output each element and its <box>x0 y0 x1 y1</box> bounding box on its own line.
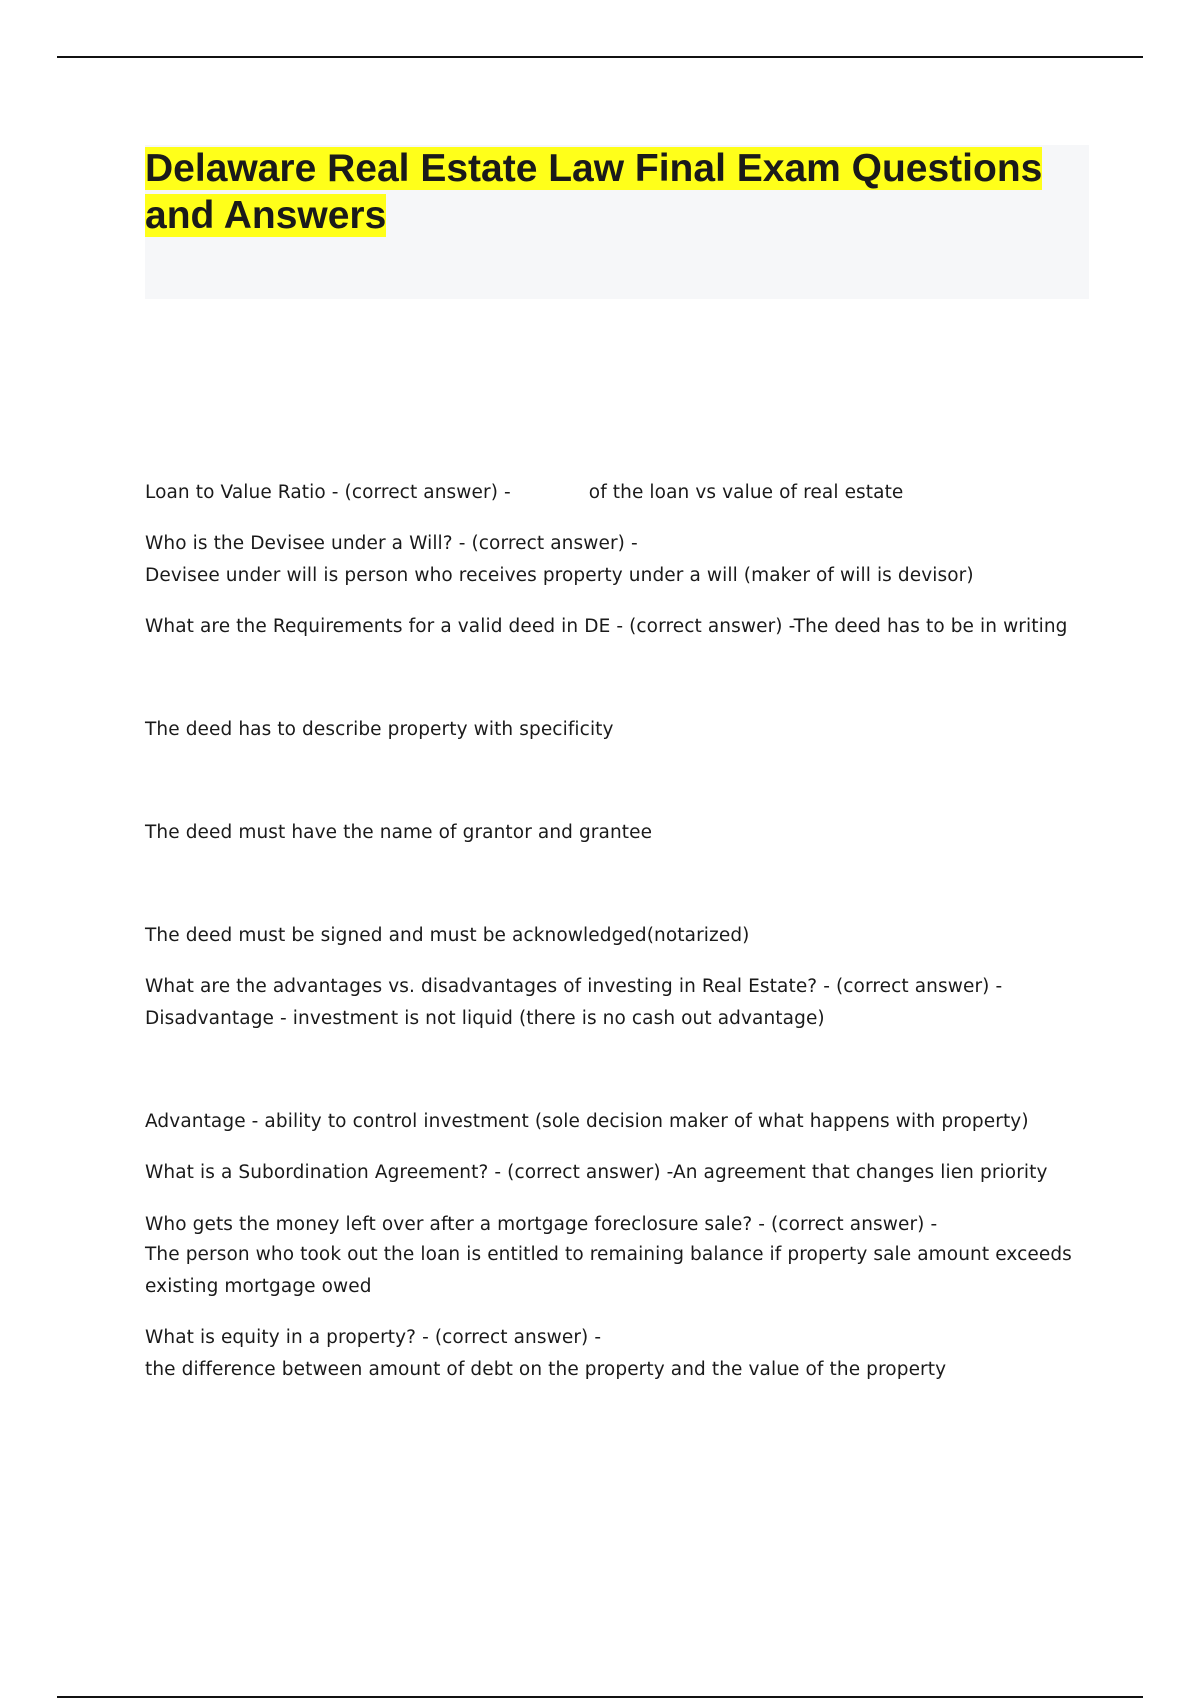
header-rule <box>57 56 1143 58</box>
qa-line-1 <box>145 477 903 509</box>
footer-rule <box>57 1696 1143 1698</box>
qa-question-ltv: Loan to Value Ratio - (correct answer) - <box>145 482 511 503</box>
qa-answer-ltv: of the loan vs value of real estate <box>588 482 904 503</box>
qa-line-8: What are the advantages vs. disadvantages of investing in Real Estate? - (correct answer) - <box>145 976 1003 997</box>
qa-line-13: The person who took out the loan is entitled to remaining balance if property sale amount exceeds <box>145 1244 1072 1265</box>
document-title <box>145 145 1089 239</box>
qa-line-14: existing mortgage owed <box>145 1276 372 1297</box>
title-block <box>145 145 1089 299</box>
qa-line-10: Advantage - ability to control investment (sole decision maker of what happens with property) <box>145 1111 1029 1132</box>
qa-line-5: The deed has to describe property with specificity <box>145 719 614 740</box>
qa-line-3: Devisee under will is person who receives property under a will (maker of will is devisor) <box>145 565 974 586</box>
qa-line-7: The deed must be signed and must be acknowledged(notarized) <box>145 925 750 946</box>
qa-line-6: The deed must have the name of grantor and grantee <box>145 822 653 843</box>
qa-line-11: What is a Subordination Agreement? - (correct answer) -An agreement that changes lien priority <box>145 1162 1048 1183</box>
highlighted-title-text: Delaware Real Estate Law Final Exam Questions and Answers <box>145 147 1043 237</box>
qa-line-9: Disadvantage - investment is not liquid (there is no cash out advantage) <box>145 1008 825 1029</box>
qa-line-2: Who is the Devisee under a Will? - (correct answer) - <box>145 533 638 554</box>
qa-line-15: What is equity in a property? - (correct answer) - <box>145 1327 602 1348</box>
qa-line-16: the difference between amount of debt on the property and the value of the property <box>145 1359 947 1380</box>
qa-line-12: Who gets the money left over after a mortgage foreclosure sale? - (correct answer) - <box>145 1214 938 1235</box>
qa-line-4: What are the Requirements for a valid deed in DE - (correct answer) -The deed has to be in writing <box>145 616 1068 637</box>
